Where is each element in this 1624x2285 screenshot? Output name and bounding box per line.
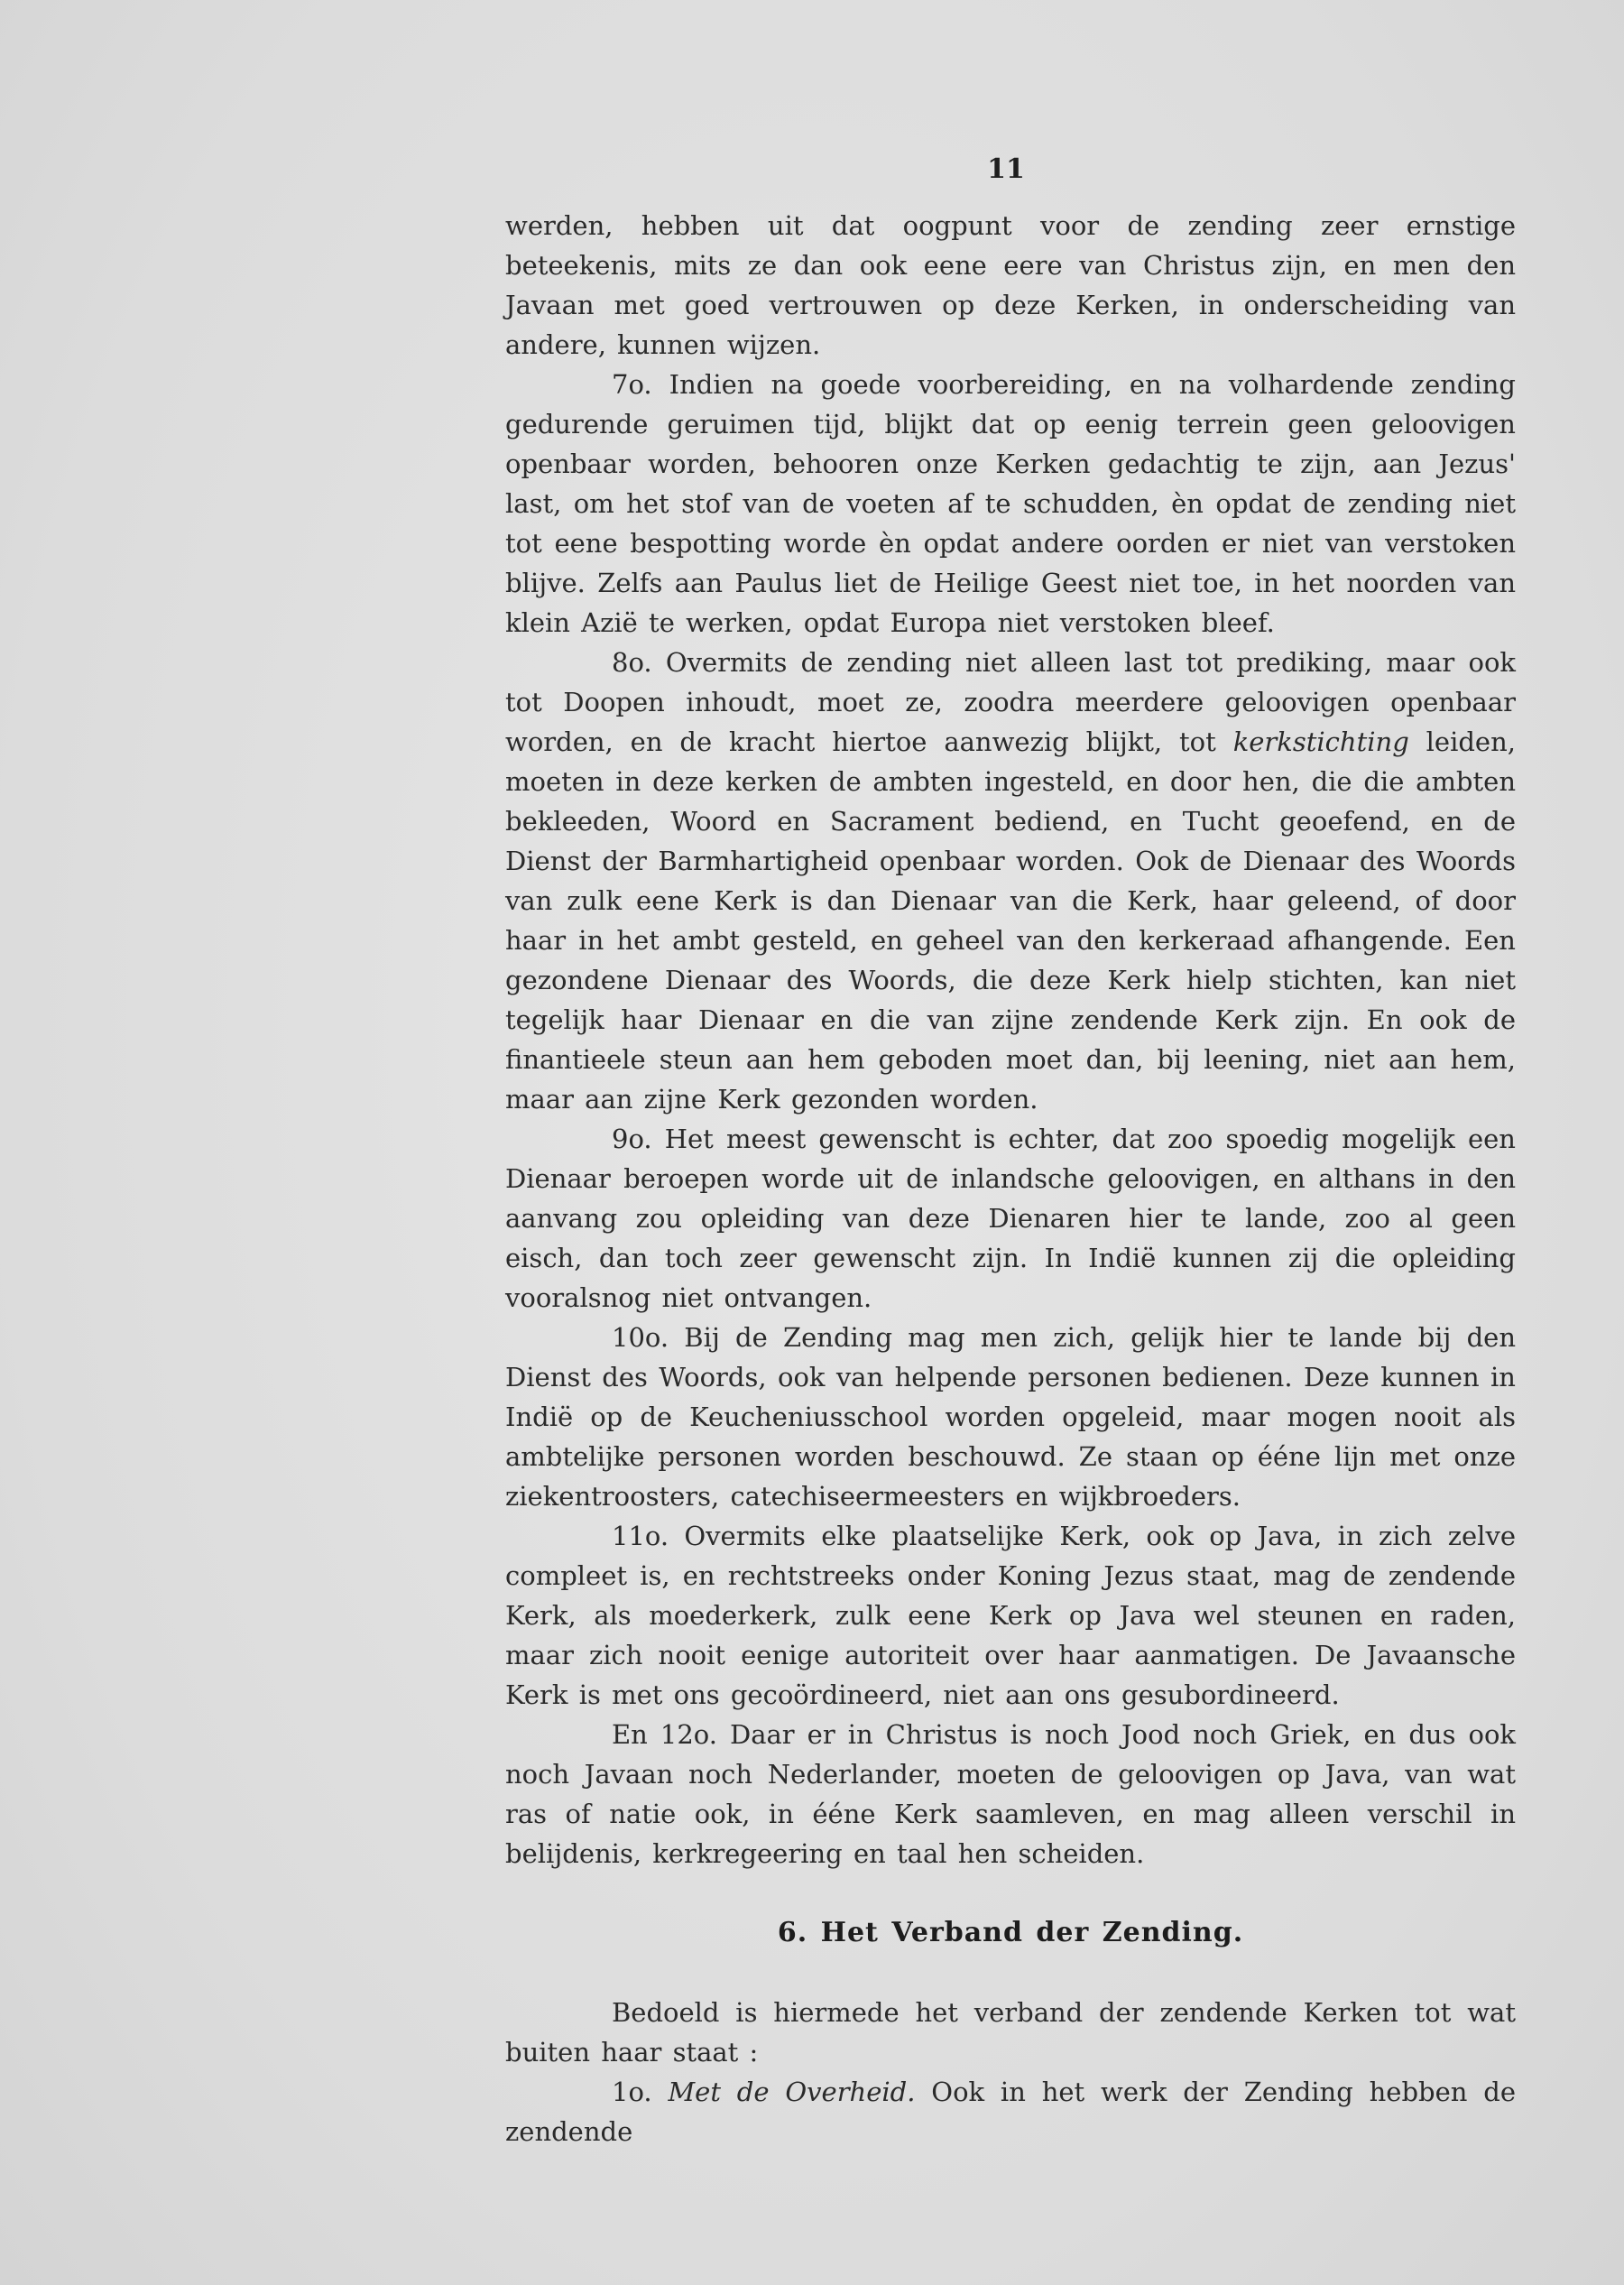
body-text xyxy=(505,206,1516,2151)
paragraph-7: 7o. Indien na goede voorbereiding, en na volhardende zending gedurende geruimen tijd, blijkt dat op eenig terrein geen geloovigen openbaar worden, behooren onze Kerken gedachtig te zijn, aan Jezus' last, om het stof van de voeten af te schudden, èn opdat de zending niet tot eene bespotting worde èn opdat andere oorden er niet van verstoken blijve. Zelfs aan Paulus liet de Heilige Geest niet toe, in het noorden van klein Azië te werken, opdat Europa niet verstoken bleef. xyxy=(505,369,1516,638)
paragraph-8-end: leiden, moeten in deze kerken de ambten ingesteld, en door hen, die die ambten bekleeden, Woord en Sacrament bediend, en Tucht geoefend, en de Dienst der Barmhartigheid openbaar worden. Ook de Dienaar des Woords van zulk eene Kerk is dan Dienaar van die Kerk, haar geleend, of door haar in het ambt gesteld, en geheel van den kerkeraad afhangende. Een gezondene Dienaar des Woords, die deze Kerk hielp stichten, kan niet tegelijk haar Dienaar en die van zijne zendende Kerk zijn. En ook de finantieele steun aan hem geboden moet dan, bij leening, niet aan hem, maar aan zijne Kerk gezonden worden. xyxy=(505,726,1516,1115)
item-1-text: Ook in het werk der Zending hebben de zendende xyxy=(505,2077,1516,2147)
section-item-1 xyxy=(505,2072,1516,2151)
paragraph-11: 11o. Overmits elke plaatselijke Kerk, ook op Java, in zich zelve compleet is, en rechtstreeks onder Koning Jezus staat, mag de zendende Kerk, als moederkerk, zulk eene Kerk op Java wel steunen en raden, maar zich nooit eenige autoriteit over haar aanmatigen. De Javaansche Kerk is met ons gecoördineerd, niet aan ons gesubordineerd. xyxy=(505,1521,1516,1710)
section-heading: 6. Het Verband der Zending. xyxy=(777,1917,1244,1948)
paragraph-12: En 12o. Daar er in Christus is noch Jood noch Griek, en dus ook noch Javaan noch Nederlander, moeten de geloovigen op Java, van wat ras of natie ook, in ééne Kerk saamleven, en mag alleen verschil in belijdenis, kerkregeering en taal hen scheiden. xyxy=(505,1719,1516,1869)
paragraph-9: 9o. Het meest gewenscht is echter, dat zoo spoedig mogelijk een Dienaar beroepen worde uit de inlandsche geloovigen, en althans in den aanvang zou opleiding van deze Dienaren hier te lande, zoo al geen eisch, dan toch zeer gewenscht zijn. In Indië kunnen zij die opleiding vooralsnog niet ontvangen. xyxy=(505,1124,1516,1313)
item-1-number: 1o. xyxy=(612,2077,652,2107)
paragraph-8-start: 8o. Overmits de zending niet alleen last tot prediking, maar ook tot Doopen inhoudt, moet ze, zoodra meerdere geloovigen openbaar worden, en de kracht hiertoe aanwezig blijkt, tot xyxy=(505,647,1516,757)
paragraph-8 xyxy=(505,643,1516,1119)
item-1-title: Met de Overheid. xyxy=(668,2077,916,2107)
page-number: 11 xyxy=(987,153,1025,185)
paragraph-continuation: werden, hebben uit dat oogpunt voor de zending zeer ernstige beteekenis, mits ze dan ook eene eere van Christus zijn, en men den Javaan met goed vertrouwen op deze Kerken, in onderscheiding van andere, kunnen wijzen. xyxy=(505,210,1516,360)
section-intro: Bedoeld is hiermede het verband der zendende Kerken tot wat buiten haar staat : xyxy=(505,1997,1516,2068)
paragraph-8-emphasis: kerkstichting xyxy=(1232,726,1409,757)
paragraph-10: 10o. Bij de Zending mag men zich, gelijk hier te lande bij den Dienst des Woords, ook van helpende personen bedienen. Deze kunnen in Indië op de Keucheniusschool worden opgeleid, maar mogen nooit als ambtelijke personen worden beschouwd. Ze staan op ééne lijn met onze ziekentroosters, catechiseermeesters en wijkbroeders. xyxy=(505,1322,1516,1512)
